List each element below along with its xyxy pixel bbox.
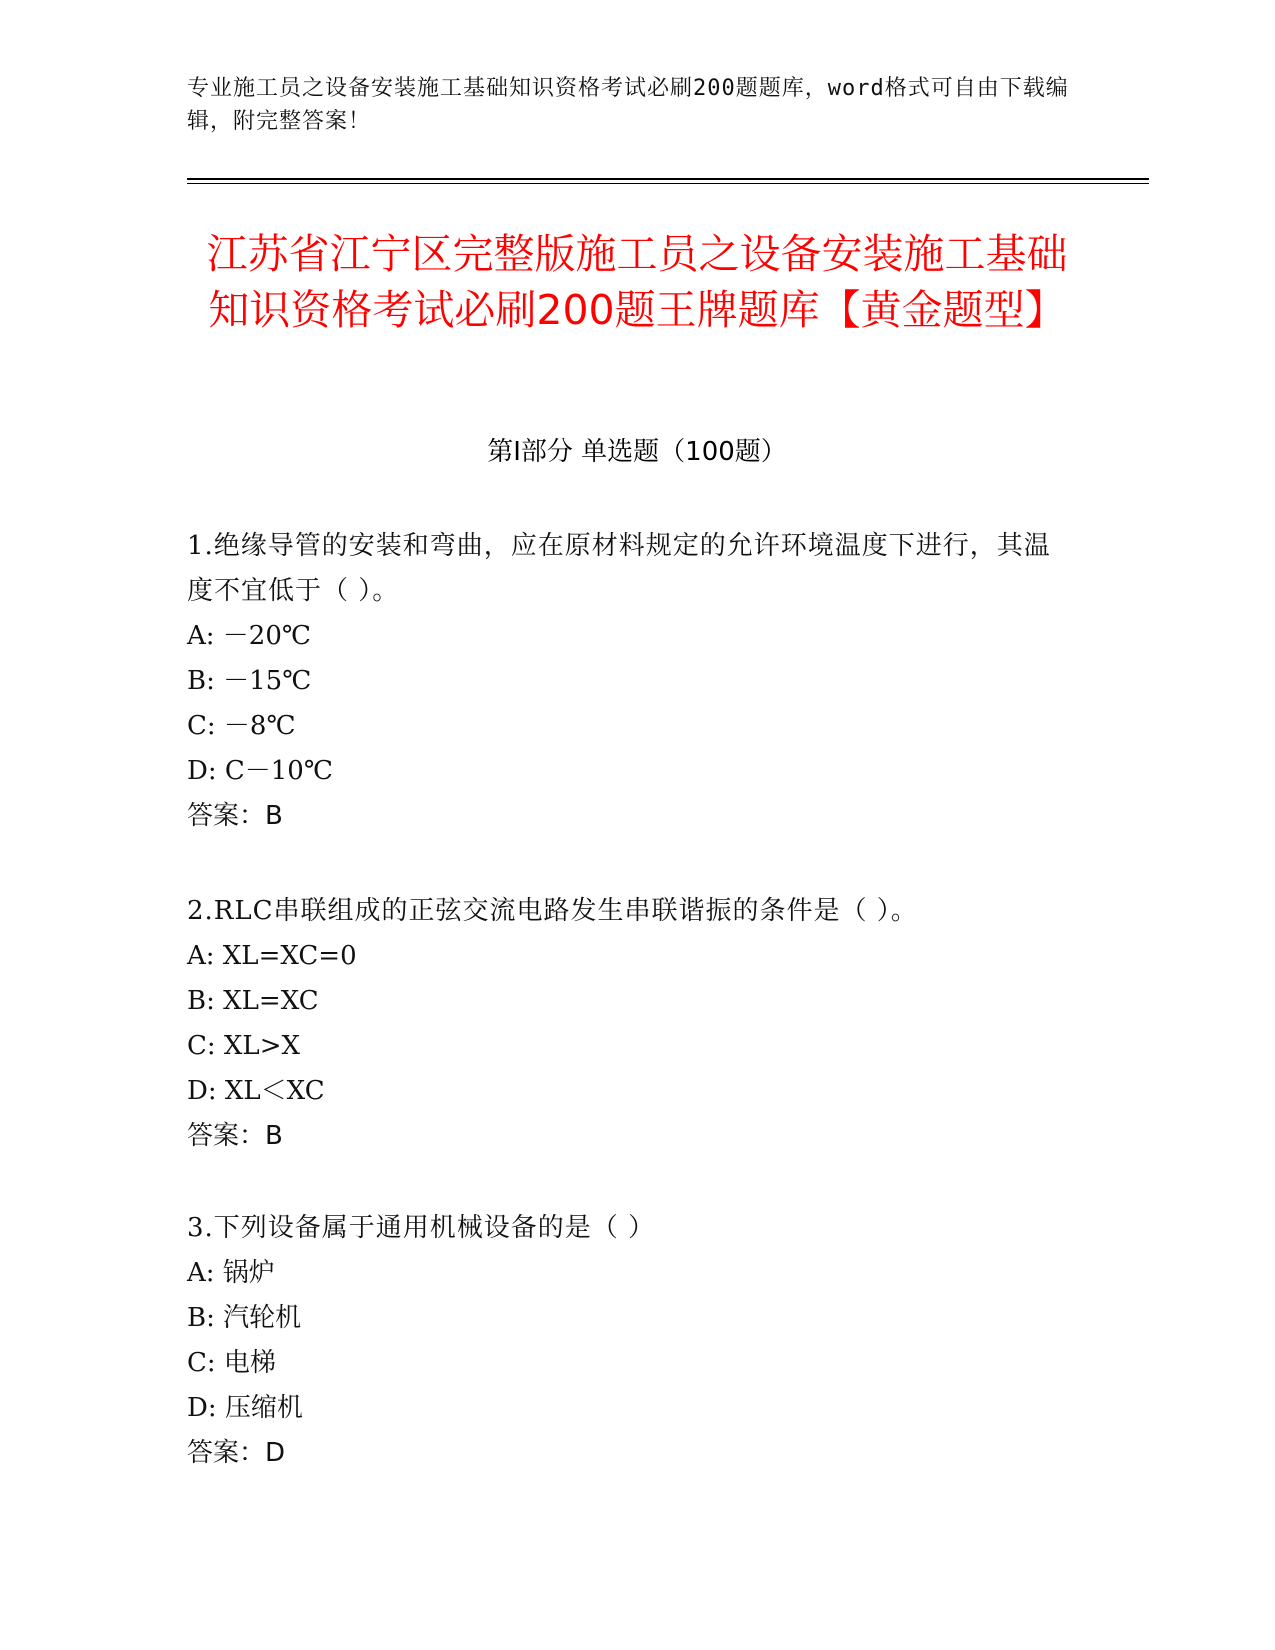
option-d: D: XL＜XC [187,1076,325,1106]
option-b: B: 汽轮机 [187,1303,302,1333]
option-a: A: 锅炉 [187,1258,275,1288]
option-d: D: 压缩机 [187,1393,303,1423]
header-note: 专业施工员之设备安装施工基础知识资格考试必刷200题题库，word格式可自由下载编辑，附完整答案！ [187,76,1069,134]
answer: 答案：B [187,1121,283,1151]
question-3 [187,1206,1067,1476]
option-b: B: －15℃ [187,666,312,696]
question-1 [187,524,1067,839]
option-a: A: XL=XC=0 [187,941,357,971]
option-b: B: XL=XC [187,986,319,1016]
option-c: C: XL>X [187,1031,300,1061]
question-stem: 1.绝缘导管的安装和弯曲，应在原材料规定的允许环境温度下进行，其温度不宜低于（ ）。 [187,531,1051,606]
answer: 答案：B [187,801,283,831]
option-c: C: 电梯 [187,1348,276,1378]
header-rule-thick [187,178,1149,180]
document-title: 江苏省江宁区完整版施工员之设备安装施工基础知识资格考试必刷200题王牌题库【黄金题型】 [206,230,1068,334]
section-title: 第Ⅰ部分 单选题（100题） [487,437,787,467]
header-rule-thin [187,183,1149,184]
question-stem: 2.RLC串联组成的正弦交流电路发生串联谐振的条件是（ ）。 [187,896,918,926]
answer: 答案：D [187,1438,286,1468]
question-2 [187,889,1067,1159]
option-d: D: C－10℃ [187,756,333,786]
question-stem: 3.下列设备属于通用机械设备的是（ ） [187,1213,656,1243]
option-c: C: －8℃ [187,711,296,741]
option-a: A: －20℃ [187,621,311,651]
